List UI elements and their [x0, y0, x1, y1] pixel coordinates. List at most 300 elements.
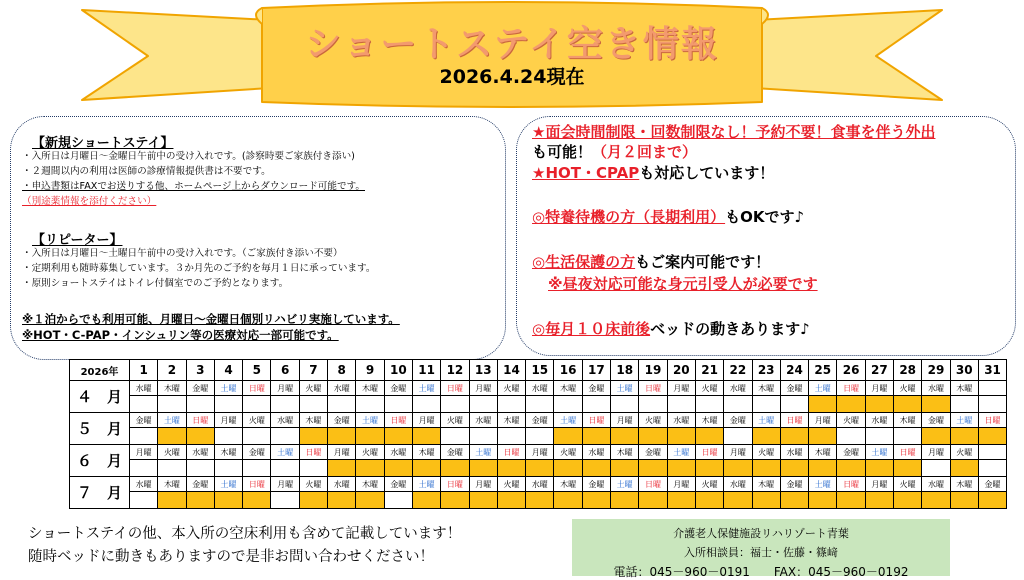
unavailable-cell — [356, 396, 384, 413]
weekday-cell: 日曜 — [837, 477, 865, 492]
weekday-cell: 金曜 — [837, 445, 865, 460]
available-cell — [384, 460, 412, 477]
available-cell — [752, 460, 780, 477]
unavailable-cell — [271, 396, 299, 413]
contact-box — [572, 519, 950, 579]
available-cell — [158, 428, 186, 445]
month-label: ７ 月 — [70, 477, 130, 509]
day-number: 11 — [412, 360, 440, 381]
available-cell — [667, 428, 695, 445]
weekday-cell: 日曜 — [384, 413, 412, 428]
weekday-cell: 日曜 — [243, 477, 271, 492]
weekday-cell: 水曜 — [328, 381, 356, 396]
unavailable-cell — [611, 396, 639, 413]
unavailable-cell — [384, 492, 412, 509]
day-number: 17 — [582, 360, 610, 381]
weekday-cell: 火曜 — [639, 413, 667, 428]
weekday-cell: 火曜 — [299, 477, 327, 492]
weekday-cell: 土曜 — [611, 381, 639, 396]
available-cell — [809, 428, 837, 445]
weekday-cell: 日曜 — [582, 413, 610, 428]
available-cell — [328, 460, 356, 477]
weekday-cell: 日曜 — [639, 477, 667, 492]
unavailable-cell — [158, 396, 186, 413]
weekday-cell: 水曜 — [130, 381, 158, 396]
unavailable-cell — [526, 428, 554, 445]
unavailable-cell — [130, 396, 158, 413]
bed-turnover-label: ◎毎月１０床前後 — [532, 320, 651, 338]
available-cell — [554, 492, 582, 509]
available-cell — [695, 428, 723, 445]
available-cell — [469, 460, 497, 477]
day-number: 15 — [526, 360, 554, 381]
weekday-cell: 土曜 — [809, 381, 837, 396]
welfare-suffix: もご案内可能です！ — [635, 253, 771, 271]
contact-numbers[interactable]: 電話：045－960－0191 FAX：045－960－0192 — [613, 565, 909, 579]
available-cell — [667, 460, 695, 477]
outing-text — [532, 141, 697, 162]
unavailable-cell — [639, 396, 667, 413]
day-number: 26 — [837, 360, 865, 381]
unavailable-cell — [950, 396, 978, 413]
day-number: 31 — [978, 360, 1006, 381]
new-shortstay-title: 【新規ショートステイ】 — [32, 136, 174, 151]
long-term-suffix: もOKです♪ — [725, 208, 805, 226]
staff-names: 入所相談員：福士・佐藤・篠﨑 — [684, 546, 838, 559]
hot-cpap-label: ★HOT・CPAP — [532, 164, 640, 182]
weekday-cell: 日曜 — [695, 445, 723, 460]
weekday-cell: 土曜 — [865, 445, 893, 460]
available-cell — [582, 460, 610, 477]
weekday-cell: 日曜 — [894, 445, 922, 460]
weekday-cell: 水曜 — [724, 381, 752, 396]
unavailable-cell — [837, 428, 865, 445]
available-cell — [186, 428, 214, 445]
unavailable-cell — [441, 396, 469, 413]
weekday-cell: 金曜 — [328, 413, 356, 428]
month-label: ５ 月 — [70, 413, 130, 445]
available-cell — [497, 492, 525, 509]
available-cell — [469, 492, 497, 509]
weekday-cell: 日曜 — [497, 445, 525, 460]
weekday-cell: 金曜 — [186, 381, 214, 396]
day-number: 28 — [894, 360, 922, 381]
hot-cpap-suffix: も対応しています！ — [639, 164, 775, 182]
long-term-label: ◎特養待機の方（長期利用） — [532, 208, 726, 226]
available-cell — [611, 492, 639, 509]
available-cell — [922, 428, 950, 445]
weekday-cell: 月曜 — [865, 381, 893, 396]
available-cell — [865, 492, 893, 509]
weekday-cell: 木曜 — [695, 413, 723, 428]
unavailable-cell — [441, 428, 469, 445]
day-number: 13 — [469, 360, 497, 381]
unavailable-cell — [186, 460, 214, 477]
day-number: 24 — [780, 360, 808, 381]
bed-turnover-text — [532, 318, 810, 339]
unavailable-cell — [497, 428, 525, 445]
weekday-cell: 木曜 — [809, 445, 837, 460]
weekday-cell: 火曜 — [441, 413, 469, 428]
unavailable-cell — [384, 396, 412, 413]
new-shortstay-line: ・入所日は月曜日～金曜日午前中の受け入れです。(診察時要ご家族付き添い) — [22, 151, 355, 162]
unavailable-cell — [271, 492, 299, 509]
weekday-cell: 金曜 — [780, 477, 808, 492]
weekday-cell: 木曜 — [299, 413, 327, 428]
weekday-cell — [978, 381, 1006, 396]
unavailable-cell — [243, 428, 271, 445]
available-cell — [639, 428, 667, 445]
welfare-label: ◎生活保護の方 — [532, 253, 636, 271]
available-cell — [780, 492, 808, 509]
day-number: 20 — [667, 360, 695, 381]
available-cell — [582, 428, 610, 445]
weekday-cell: 金曜 — [243, 445, 271, 460]
weekday-cell: 金曜 — [441, 445, 469, 460]
day-number: 6 — [271, 360, 299, 381]
available-cell — [384, 428, 412, 445]
unavailable-cell — [497, 396, 525, 413]
weekday-cell: 月曜 — [611, 413, 639, 428]
unavailable-cell — [271, 460, 299, 477]
weekday-cell: 水曜 — [526, 477, 554, 492]
available-cell — [837, 492, 865, 509]
weekday-cell: 月曜 — [469, 381, 497, 396]
day-number: 3 — [186, 360, 214, 381]
weekday-cell: 木曜 — [554, 477, 582, 492]
available-cell — [243, 492, 271, 509]
available-cell — [894, 460, 922, 477]
weekday-cell: 月曜 — [922, 445, 950, 460]
available-cell — [837, 460, 865, 477]
unavailable-cell — [243, 460, 271, 477]
available-cell — [412, 460, 440, 477]
available-cell — [695, 460, 723, 477]
available-cell — [412, 492, 440, 509]
weekday-cell: 木曜 — [214, 445, 242, 460]
weekday-cell: 月曜 — [469, 477, 497, 492]
weekday-cell: 日曜 — [837, 381, 865, 396]
footer-note: 随時ベッドに動きもありますので是非お問い合わせください！ — [28, 549, 434, 565]
weekday-cell: 月曜 — [526, 445, 554, 460]
weekday-cell: 火曜 — [894, 477, 922, 492]
weekday-cell: 木曜 — [752, 381, 780, 396]
weekday-cell: 水曜 — [328, 477, 356, 492]
weekday-cell: 土曜 — [158, 413, 186, 428]
weekday-cell: 金曜 — [582, 381, 610, 396]
day-number: 4 — [214, 360, 242, 381]
weekday-cell: 金曜 — [582, 477, 610, 492]
day-number: 18 — [611, 360, 639, 381]
unavailable-cell — [130, 428, 158, 445]
weekday-cell: 水曜 — [130, 477, 158, 492]
weekday-cell: 月曜 — [667, 477, 695, 492]
weekday-cell: 木曜 — [497, 413, 525, 428]
unavailable-cell — [724, 428, 752, 445]
weekday-cell: 月曜 — [667, 381, 695, 396]
unavailable-cell — [922, 460, 950, 477]
available-cell — [328, 492, 356, 509]
day-number: 21 — [695, 360, 723, 381]
available-cell — [412, 428, 440, 445]
welfare-text — [532, 251, 770, 272]
unavailable-cell — [752, 396, 780, 413]
repeater-line: ・原則ショートステイはトイレ付個室でのご予約となります。 — [22, 278, 289, 289]
repeater-line: ・定期利用も随時募集しています。３か月先のご予約を毎月１日に承っています。 — [22, 263, 376, 274]
available-cell — [526, 492, 554, 509]
weekday-cell: 金曜 — [780, 381, 808, 396]
new-shortstay-line: ・申込書類はFAXでお送りする他、ホームページ上からダウンロード可能です。 — [22, 181, 365, 192]
unavailable-cell — [214, 460, 242, 477]
weekday-cell: 火曜 — [243, 413, 271, 428]
outing-limit: （月２回まで） — [592, 143, 698, 161]
day-number: 27 — [865, 360, 893, 381]
available-cell — [809, 460, 837, 477]
weekday-cell: 日曜 — [441, 381, 469, 396]
weekday-cell: 日曜 — [978, 413, 1006, 428]
weekday-cell: 火曜 — [695, 381, 723, 396]
unavailable-cell — [582, 396, 610, 413]
weekday-cell: 水曜 — [922, 477, 950, 492]
unavailable-cell — [130, 460, 158, 477]
weekday-cell: 水曜 — [271, 413, 299, 428]
weekday-cell: 日曜 — [243, 381, 271, 396]
unavailable-cell — [469, 428, 497, 445]
weekday-cell: 土曜 — [950, 413, 978, 428]
weekday-cell: 火曜 — [497, 477, 525, 492]
weekday-cell: 月曜 — [809, 413, 837, 428]
weekday-cell: 木曜 — [752, 477, 780, 492]
weekday-cell: 火曜 — [837, 413, 865, 428]
weekday-cell: 木曜 — [554, 381, 582, 396]
weekday-cell: 月曜 — [724, 445, 752, 460]
available-cell — [611, 428, 639, 445]
day-number: 10 — [384, 360, 412, 381]
available-cell — [809, 492, 837, 509]
unavailable-cell — [978, 460, 1006, 477]
unavailable-cell — [865, 428, 893, 445]
weekday-cell: 日曜 — [639, 381, 667, 396]
weekday-cell: 水曜 — [922, 381, 950, 396]
weekday-cell: 日曜 — [186, 413, 214, 428]
available-cell — [158, 492, 186, 509]
weekday-cell: 日曜 — [441, 477, 469, 492]
weekday-cell: 木曜 — [950, 381, 978, 396]
day-number: 7 — [299, 360, 327, 381]
day-number: 23 — [752, 360, 780, 381]
weekday-cell: 水曜 — [780, 445, 808, 460]
weekday-cell: 月曜 — [271, 477, 299, 492]
available-cell — [978, 428, 1006, 445]
footer-note: ショートステイの他、本入所の空床利用も含めて記載しています！ — [28, 526, 462, 542]
weekday-cell: 金曜 — [639, 445, 667, 460]
weekday-cell: 月曜 — [865, 477, 893, 492]
weekday-cell: 金曜 — [922, 413, 950, 428]
weekday-cell: 木曜 — [894, 413, 922, 428]
weekday-cell: 金曜 — [724, 413, 752, 428]
medication-info-note: （別途薬情報を添付ください） — [22, 196, 157, 207]
weekday-cell: 水曜 — [526, 381, 554, 396]
available-cell — [526, 460, 554, 477]
weekday-cell: 火曜 — [752, 445, 780, 460]
unavailable-cell — [243, 396, 271, 413]
available-cell — [667, 492, 695, 509]
available-cell — [356, 460, 384, 477]
weekday-cell: 火曜 — [299, 381, 327, 396]
weekday-cell: 火曜 — [356, 445, 384, 460]
unavailable-cell — [667, 396, 695, 413]
available-cell — [950, 492, 978, 509]
hot-cpap-text — [532, 162, 774, 183]
unavailable-cell — [554, 396, 582, 413]
day-number: 19 — [639, 360, 667, 381]
weekday-cell: 火曜 — [950, 445, 978, 460]
available-cell — [780, 428, 808, 445]
weekday-cell: 木曜 — [356, 477, 384, 492]
facility-name: 介護老人保健施設リハリゾート青葉 — [673, 527, 849, 540]
available-cell — [497, 460, 525, 477]
guarantor-note: ※昼夜対応可能な身元引受人が必要です — [548, 275, 818, 293]
weekday-cell: 金曜 — [384, 477, 412, 492]
weekday-cell: 木曜 — [356, 381, 384, 396]
available-cell — [922, 492, 950, 509]
unavailable-cell — [978, 396, 1006, 413]
available-cell — [299, 492, 327, 509]
as-of-date: 2026.4.24現在 — [439, 66, 585, 88]
weekday-cell: 火曜 — [497, 381, 525, 396]
unavailable-cell — [780, 396, 808, 413]
available-cell — [978, 492, 1006, 509]
repeater-line: ・入所日は月曜日～土曜日午前中の受け入れです。（ご家族付き添い不要） — [22, 248, 343, 259]
available-cell — [441, 492, 469, 509]
unavailable-cell — [526, 396, 554, 413]
weekday-cell: 土曜 — [752, 413, 780, 428]
available-cell — [894, 492, 922, 509]
weekday-cell: 水曜 — [582, 445, 610, 460]
weekday-cell: 金曜 — [384, 381, 412, 396]
day-number: 1 — [130, 360, 158, 381]
available-cell — [752, 428, 780, 445]
available-cell — [809, 396, 837, 413]
unavailable-cell — [469, 396, 497, 413]
available-cell — [865, 396, 893, 413]
long-term-text — [532, 206, 804, 227]
day-number: 8 — [328, 360, 356, 381]
available-cell — [894, 396, 922, 413]
day-number: 22 — [724, 360, 752, 381]
available-cell — [299, 428, 327, 445]
visit-policy-text: ★面会時間制限・回数制限なし！予約不要！食事を伴う外出 — [532, 123, 936, 141]
weekday-cell: 土曜 — [809, 477, 837, 492]
weekday-cell: 水曜 — [724, 477, 752, 492]
unavailable-cell — [130, 492, 158, 509]
unavailable-cell — [724, 396, 752, 413]
available-cell — [582, 492, 610, 509]
bed-turnover-suffix: ベッドの動きあります♪ — [650, 320, 810, 338]
available-cell — [441, 460, 469, 477]
unavailable-cell — [271, 428, 299, 445]
available-cell — [695, 492, 723, 509]
available-cell — [356, 492, 384, 509]
available-cell — [922, 396, 950, 413]
weekday-cell: 金曜 — [186, 477, 214, 492]
weekday-cell: 火曜 — [158, 445, 186, 460]
weekday-cell: 土曜 — [412, 381, 440, 396]
page-title: ショートステイ空き情報 — [305, 24, 719, 65]
weekday-cell: 土曜 — [611, 477, 639, 492]
available-cell — [356, 428, 384, 445]
outing-possible: も可能！ — [532, 143, 593, 161]
available-cell — [639, 460, 667, 477]
weekday-cell: 土曜 — [469, 445, 497, 460]
weekday-cell: 木曜 — [158, 381, 186, 396]
weekday-cell: 水曜 — [186, 445, 214, 460]
weekday-cell: 土曜 — [667, 445, 695, 460]
note-line: ※１泊からでも利用可能、月曜日～金曜日個別リハビリ実施しています。 — [22, 312, 400, 326]
available-cell — [780, 460, 808, 477]
weekday-cell: 木曜 — [158, 477, 186, 492]
available-cell — [724, 460, 752, 477]
weekday-cell: 金曜 — [130, 413, 158, 428]
available-cell — [328, 428, 356, 445]
weekday-cell: 水曜 — [667, 413, 695, 428]
weekday-cell: 火曜 — [554, 445, 582, 460]
weekday-cell: 土曜 — [214, 477, 242, 492]
available-cell — [554, 428, 582, 445]
available-cell — [950, 460, 978, 477]
weekday-cell: 金曜 — [978, 477, 1006, 492]
day-number: 29 — [922, 360, 950, 381]
weekday-cell: 土曜 — [271, 445, 299, 460]
weekday-cell: 火曜 — [695, 477, 723, 492]
unavailable-cell — [695, 396, 723, 413]
weekday-cell: 土曜 — [412, 477, 440, 492]
available-cell — [611, 460, 639, 477]
repeater-title: 【リピーター】 — [32, 233, 123, 248]
month-label: ４ 月 — [70, 381, 130, 413]
available-cell — [752, 492, 780, 509]
weekday-cell: 月曜 — [130, 445, 158, 460]
weekday-cell: 月曜 — [214, 413, 242, 428]
weekday-cell — [978, 445, 1006, 460]
weekday-cell: 土曜 — [214, 381, 242, 396]
day-number: 14 — [497, 360, 525, 381]
weekday-cell: 月曜 — [328, 445, 356, 460]
weekday-cell: 木曜 — [611, 445, 639, 460]
weekday-cell: 日曜 — [299, 445, 327, 460]
available-cell — [554, 460, 582, 477]
unavailable-cell — [158, 460, 186, 477]
weekday-cell: 月曜 — [271, 381, 299, 396]
day-number: 9 — [356, 360, 384, 381]
unavailable-cell — [214, 428, 242, 445]
weekday-cell: 木曜 — [950, 477, 978, 492]
day-number: 5 — [243, 360, 271, 381]
available-cell — [186, 492, 214, 509]
unavailable-cell — [299, 460, 327, 477]
available-cell — [950, 428, 978, 445]
unavailable-cell — [328, 396, 356, 413]
available-cell — [865, 460, 893, 477]
year-label: 2026年 — [70, 360, 130, 381]
day-number: 12 — [441, 360, 469, 381]
day-number: 25 — [809, 360, 837, 381]
available-cell — [214, 492, 242, 509]
new-shortstay-line: ・２週間以内の利用は医師の診療情報提供書は不要です。 — [22, 166, 271, 177]
weekday-cell: 日曜 — [780, 413, 808, 428]
availability-calendar — [69, 359, 1007, 509]
weekday-cell: 水曜 — [865, 413, 893, 428]
